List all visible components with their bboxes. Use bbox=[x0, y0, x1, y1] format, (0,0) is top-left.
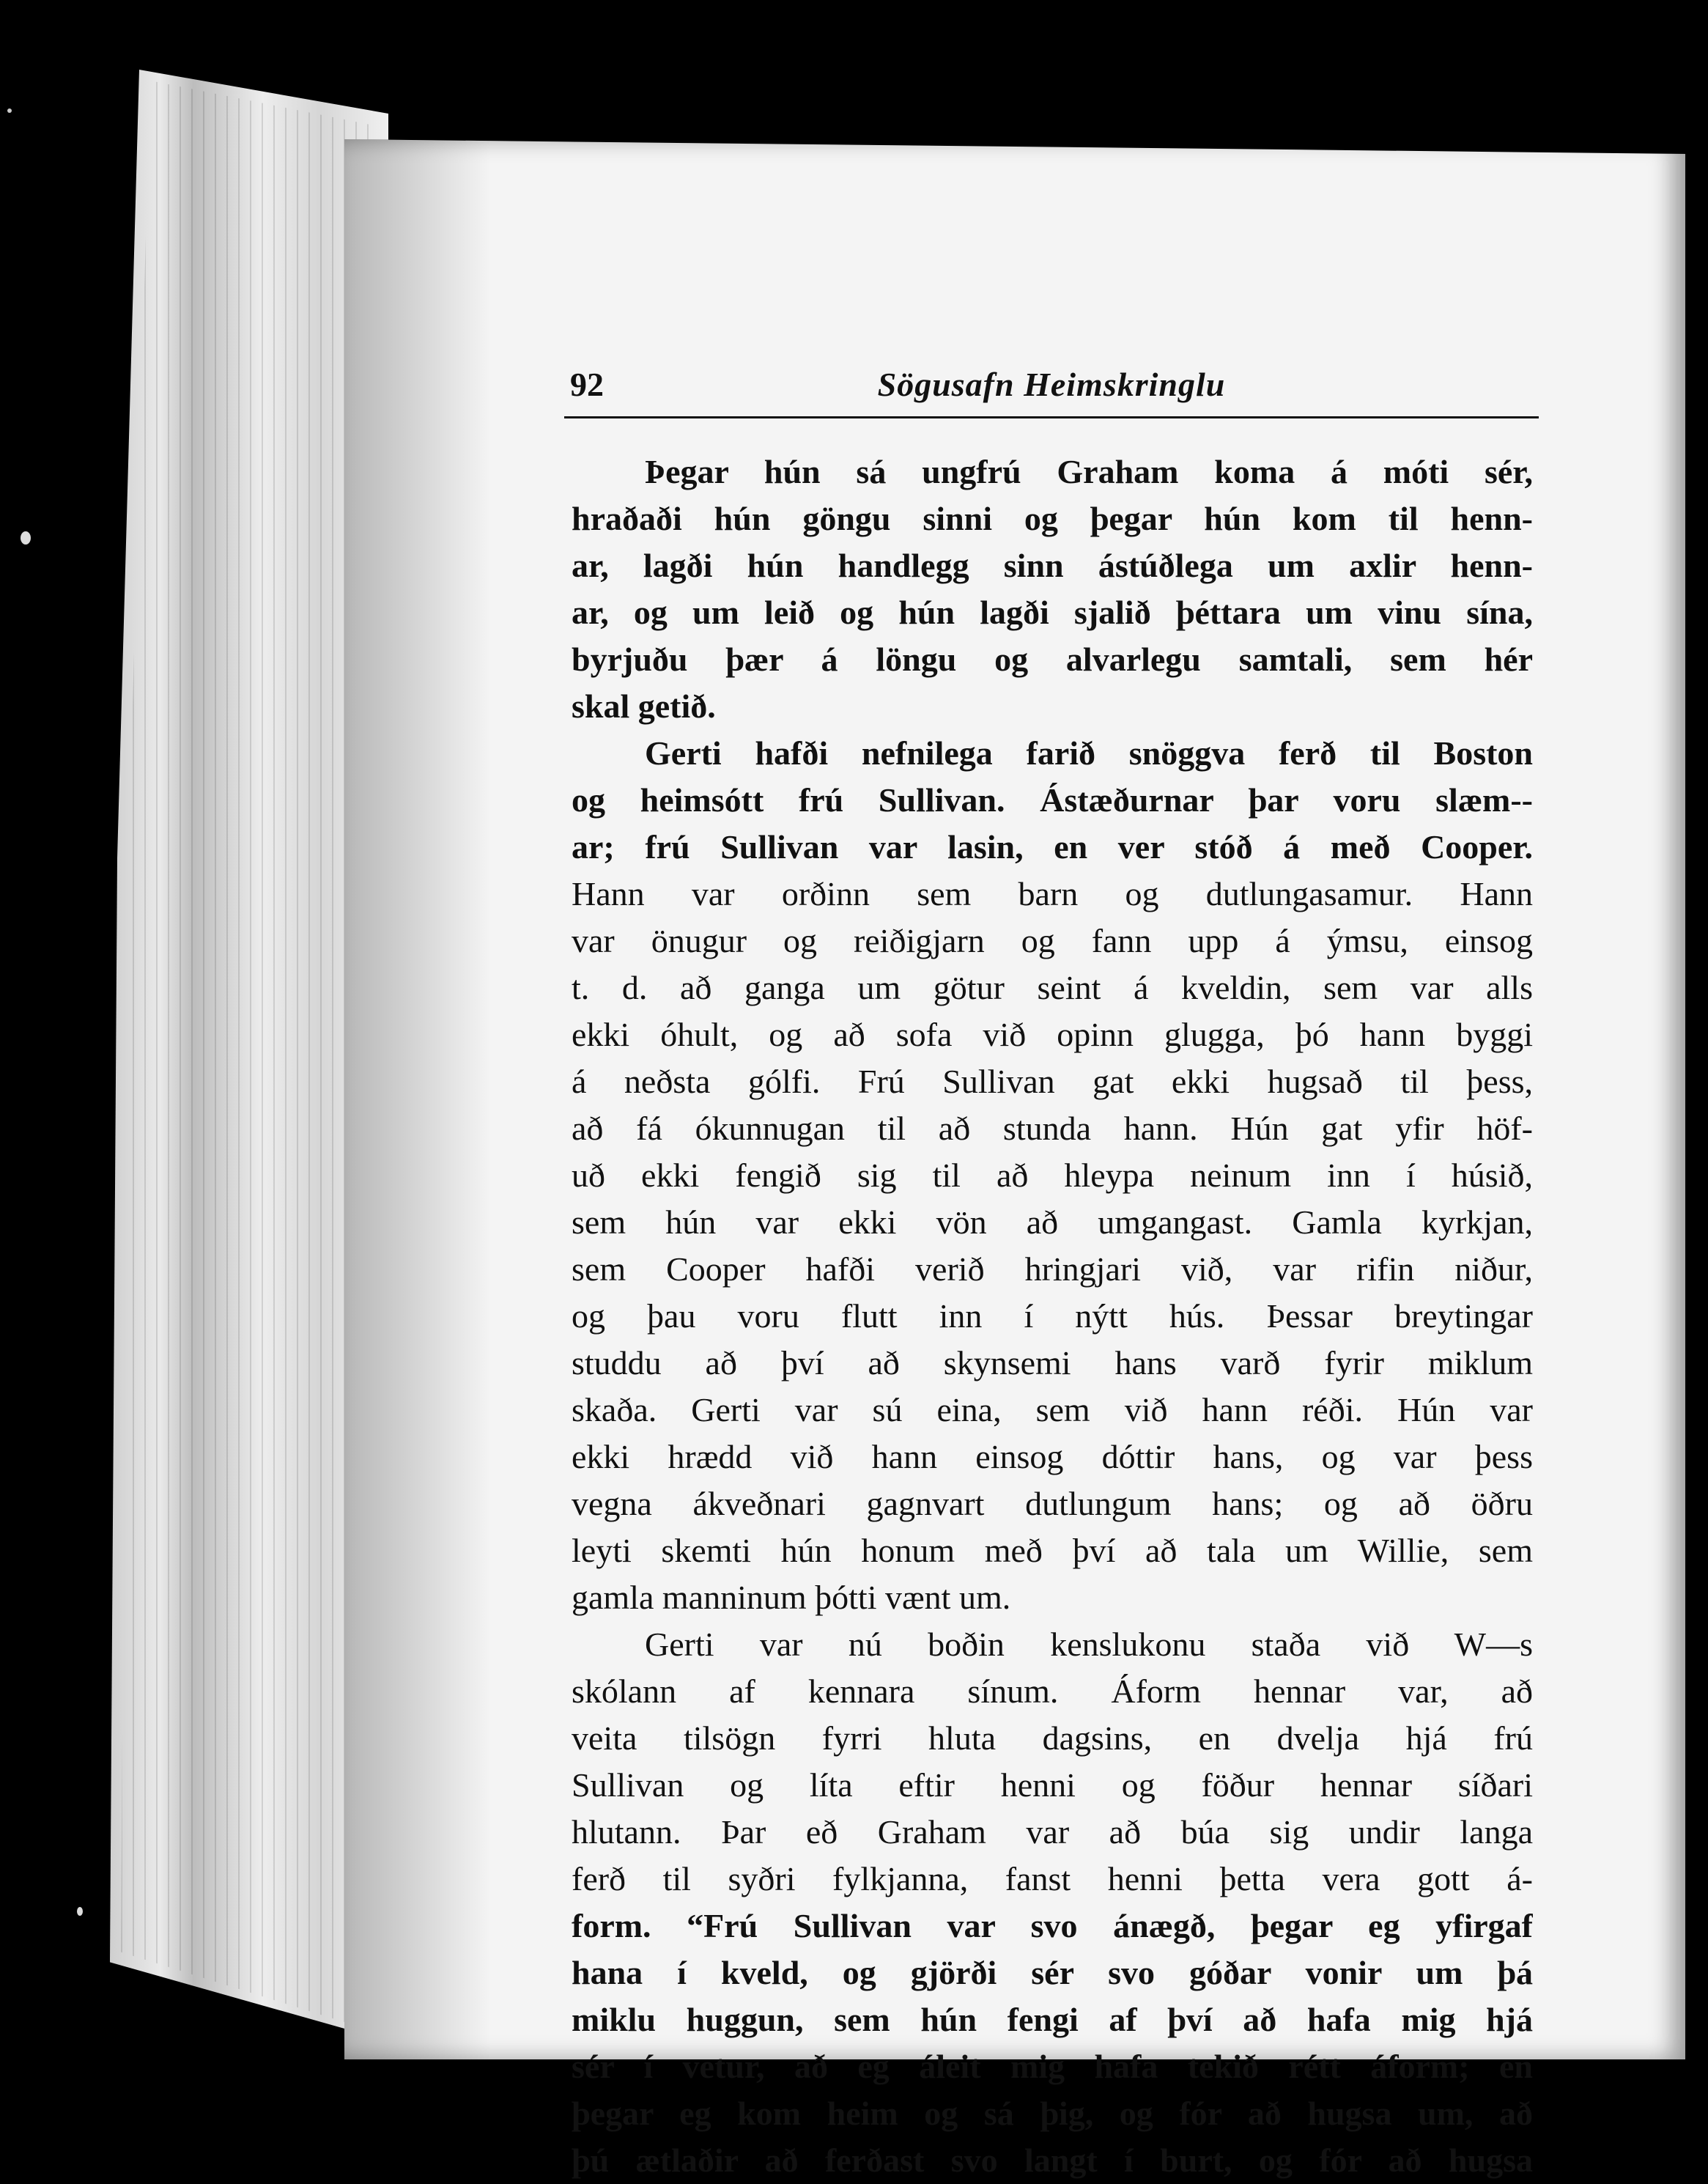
dust-speck bbox=[7, 108, 12, 113]
text-line: byrjuðu þær á löngu og alvarlegu samtali, sem hér bbox=[572, 641, 1533, 678]
text-line: Hann var orðinn sem barn og dutlungasamur. Hann bbox=[572, 875, 1533, 912]
text-line: ar; frú Sullivan var lasin, en ver stóð á með Cooper. bbox=[572, 828, 1533, 866]
dust-speck bbox=[21, 531, 31, 545]
page-number: 92 bbox=[570, 366, 604, 403]
text-line: skaða. Gerti var sú eina, sem við hann réði. Hún var bbox=[572, 1391, 1533, 1428]
text-line: hana í kveld, og gjörði sér svo góðar vonir um þá bbox=[572, 1954, 1533, 1991]
text-line: og heimsótt frú Sullivan. Ástæðurnar þar voru slæm-- bbox=[572, 781, 1533, 819]
text-line: leyti skemti hún honum með því að tala um Willie, sem bbox=[572, 1532, 1533, 1569]
text-line: hraðaði hún göngu sinni og þegar hún kom til henn- bbox=[572, 500, 1533, 537]
text-line: skólann af kennara sínum. Áform hennar var, að bbox=[572, 1672, 1533, 1710]
text-line: sem Cooper hafði verið hringjari við, var rifin niður, bbox=[572, 1250, 1533, 1288]
text-line: á neðsta gólfi. Frú Sullivan gat ekki hugsað til þess, bbox=[572, 1063, 1533, 1100]
dust-speck bbox=[77, 1907, 83, 1916]
text-line: skal getið. bbox=[572, 687, 716, 725]
book-page-edge-lines bbox=[121, 81, 370, 2030]
text-line: ferð til syðri fylkjanna, fanst henni þetta vera gott á- bbox=[572, 1860, 1533, 1897]
text-line: og þau voru flutt inn í nýtt hús. Þessar breytingar bbox=[572, 1297, 1533, 1335]
text-line: veita tilsögn fyrri hluta dagsins, en dvelja hjá frú bbox=[572, 1719, 1533, 1757]
text-line: Gerti hafði nefnilega farið snöggva ferð til Boston bbox=[645, 734, 1533, 772]
text-line: sér í vetur, að eg áleit mig hafa tekið rétt áform; en bbox=[572, 2048, 1533, 2085]
gutter-shadow bbox=[344, 139, 491, 2059]
text-line: gamla manninum þótti vænt um. bbox=[572, 1579, 1011, 1616]
text-line: vegna ákveðnari gagnvart dutlungum hans; og að öðru bbox=[572, 1485, 1533, 1522]
text-line: hlutann. Þar eð Graham var að búa sig undir langa bbox=[572, 1813, 1533, 1851]
text-line: miklu huggun, sem hún fengi af því að hafa mig hjá bbox=[572, 2001, 1533, 2038]
text-line: ar, lagði hún handlegg sinn ástúðlega um axlir henn- bbox=[572, 547, 1533, 584]
text-line: uð ekki fengið sig til að hleypa neinum inn í húsið, bbox=[572, 1156, 1533, 1194]
running-title: Sögusafn Heimskringlu bbox=[877, 366, 1226, 403]
body-text bbox=[572, 449, 1533, 2184]
text-line: Þegar hún sá ungfrú Graham koma á móti sér, bbox=[645, 453, 1533, 490]
text-line: Sullivan og líta eftir henni og föður hennar síðari bbox=[572, 1766, 1533, 1804]
text-line: var önugur og reiðigjarn og fann upp á ýmsu, einsog bbox=[572, 922, 1533, 959]
text-line: Gerti var nú boðin kenslukonu staða við W—s bbox=[645, 1626, 1533, 1663]
text-line: að fá ókunnugan til að stunda hann. Hún gat yfir höf- bbox=[572, 1110, 1533, 1147]
text-line: ekki hrædd við hann einsog dóttir hans, og var þess bbox=[572, 1438, 1533, 1475]
text-line: ekki óhult, og að sofa við opinn glugga, þó hann byggi bbox=[572, 1016, 1533, 1053]
text-line: sem hún var ekki vön að umgangast. Gamla kyrkjan, bbox=[572, 1203, 1533, 1241]
text-line: t. d. að ganga um götur seint á kveldin, sem var alls bbox=[572, 969, 1533, 1006]
text-line: þú ætlaðir að ferðast svo langt í burt, og fór að hugsa bbox=[572, 2141, 1533, 2179]
text-line: þegar eg kom heim og sá þig, og fór að hugsa um, að bbox=[572, 2095, 1533, 2132]
page-header bbox=[564, 365, 1539, 418]
text-line: ar, og um leið og hún lagði sjalið þéttara um vinu sína, bbox=[572, 594, 1533, 631]
text-line: studdu að því að skynsemi hans varð fyrir miklum bbox=[572, 1344, 1533, 1381]
text-line: form. “Frú Sullivan var svo ánægð, þegar eg yfirgaf bbox=[572, 1907, 1533, 1944]
